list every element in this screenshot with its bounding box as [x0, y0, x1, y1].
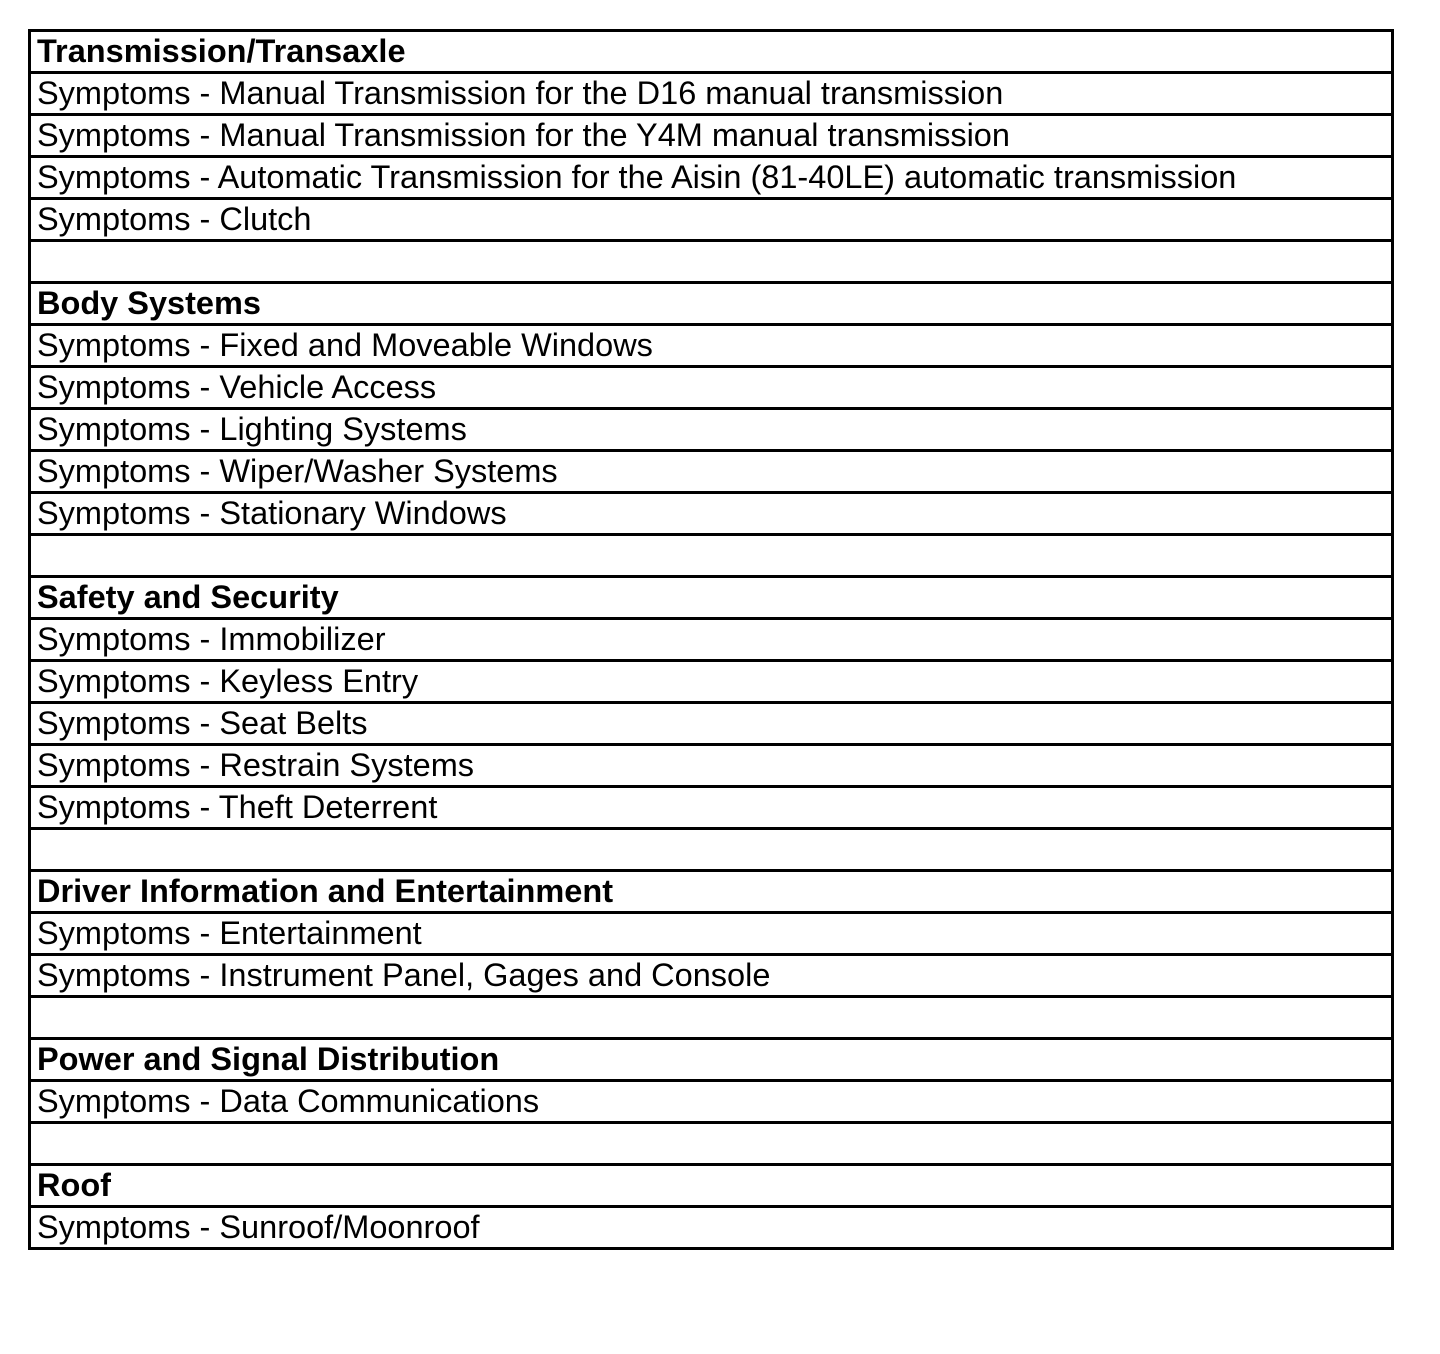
spacer-row — [30, 1123, 1393, 1165]
section-heading-body-systems: Body Systems — [30, 283, 1393, 325]
table-row — [30, 745, 1393, 787]
empty-cell — [30, 1123, 1393, 1165]
table-row — [30, 157, 1393, 199]
spacer-row — [30, 997, 1393, 1039]
empty-cell — [30, 997, 1393, 1039]
symptom-link[interactable]: Symptoms - Entertainment — [30, 913, 1393, 955]
table-row — [30, 367, 1393, 409]
table-row — [30, 199, 1393, 241]
symptom-link[interactable]: Symptoms - Manual Transmission for the Y4M manual transmission — [30, 115, 1393, 157]
empty-cell — [30, 241, 1393, 283]
symptom-link[interactable]: Symptoms - Instrument Panel, Gages and Console — [30, 955, 1393, 997]
table-row — [30, 493, 1393, 535]
symptoms-index-table — [28, 29, 1394, 1250]
symptom-link[interactable]: Symptoms - Vehicle Access — [30, 367, 1393, 409]
symptom-link[interactable]: Symptoms - Restrain Systems — [30, 745, 1393, 787]
section-heading-safety-security: Safety and Security — [30, 577, 1393, 619]
symptom-link[interactable]: Symptoms - Data Communications — [30, 1081, 1393, 1123]
symptom-link[interactable]: Symptoms - Fixed and Moveable Windows — [30, 325, 1393, 367]
section-heading-row — [30, 871, 1393, 913]
symptom-link[interactable]: Symptoms - Seat Belts — [30, 703, 1393, 745]
symptom-link[interactable]: Symptoms - Clutch — [30, 199, 1393, 241]
table-row — [30, 913, 1393, 955]
table-row — [30, 73, 1393, 115]
symptom-link[interactable]: Symptoms - Keyless Entry — [30, 661, 1393, 703]
section-heading-driver-info: Driver Information and Entertainment — [30, 871, 1393, 913]
symptom-link[interactable]: Symptoms - Automatic Transmission for the Aisin (81-40LE) automatic transmission — [30, 157, 1393, 199]
section-heading-row — [30, 577, 1393, 619]
section-heading-roof: Roof — [30, 1165, 1393, 1207]
empty-cell — [30, 829, 1393, 871]
symptom-link[interactable]: Symptoms - Theft Deterrent — [30, 787, 1393, 829]
table-row — [30, 787, 1393, 829]
section-heading-row — [30, 1039, 1393, 1081]
section-heading-power-signal: Power and Signal Distribution — [30, 1039, 1393, 1081]
section-heading-row — [30, 283, 1393, 325]
symptom-link[interactable]: Symptoms - Sunroof/Moonroof — [30, 1207, 1393, 1249]
section-heading-row — [30, 31, 1393, 73]
symptom-link[interactable]: Symptoms - Lighting Systems — [30, 409, 1393, 451]
table-row — [30, 955, 1393, 997]
empty-cell — [30, 535, 1393, 577]
table-row — [30, 703, 1393, 745]
table-row — [30, 325, 1393, 367]
table-row — [30, 1081, 1393, 1123]
symptom-link[interactable]: Symptoms - Immobilizer — [30, 619, 1393, 661]
table-row — [30, 661, 1393, 703]
symptom-link[interactable]: Symptoms - Manual Transmission for the D16 manual transmission — [30, 73, 1393, 115]
symptom-link[interactable]: Symptoms - Wiper/Washer Systems — [30, 451, 1393, 493]
table-row — [30, 619, 1393, 661]
table-row — [30, 409, 1393, 451]
table-row — [30, 115, 1393, 157]
table-row — [30, 1207, 1393, 1249]
symptom-link[interactable]: Symptoms - Stationary Windows — [30, 493, 1393, 535]
section-heading-transmission: Transmission/Transaxle — [30, 31, 1393, 73]
table-row — [30, 451, 1393, 493]
spacer-row — [30, 241, 1393, 283]
spacer-row — [30, 535, 1393, 577]
spacer-row — [30, 829, 1393, 871]
section-heading-row — [30, 1165, 1393, 1207]
